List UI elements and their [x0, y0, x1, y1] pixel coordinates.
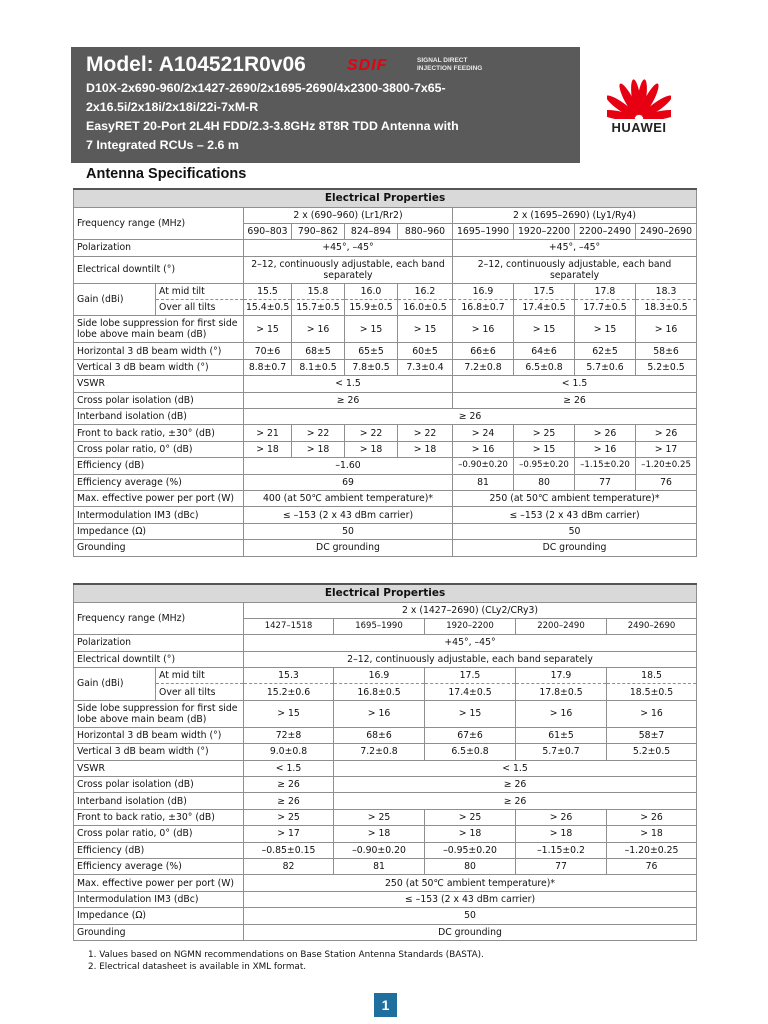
- row-label: Grounding: [74, 924, 244, 940]
- band-cell: 2200–2490: [575, 223, 636, 239]
- row-sublabel: At mid tilt: [156, 283, 244, 299]
- band-cell: 790–862: [292, 223, 345, 239]
- model-desc-line-2: 7 Integrated RCUs – 2.6 m: [86, 138, 239, 152]
- band-cell: 2490–2690: [636, 223, 697, 239]
- value-cell: > 15: [398, 316, 453, 343]
- value-cell: 50: [244, 908, 697, 924]
- value-cell: ≥ 26: [244, 409, 697, 425]
- value-cell: 5.2±0.5: [636, 359, 697, 375]
- value-cell: > 16: [607, 700, 697, 727]
- row-label: Vertical 3 dB beam width (°): [74, 744, 244, 760]
- value-cell: > 25: [244, 809, 334, 825]
- band-cell: 690–803: [244, 223, 292, 239]
- value-cell: 16.0: [345, 283, 398, 299]
- value-cell: 81: [453, 474, 514, 490]
- value-cell: 17.8: [575, 283, 636, 299]
- value-cell: 17.4±0.5: [425, 684, 516, 700]
- row-label: Electrical downtilt (°): [74, 651, 244, 667]
- value-cell: DC grounding: [244, 540, 453, 556]
- value-cell: 76: [636, 474, 697, 490]
- value-cell: 17.5: [514, 283, 575, 299]
- value-cell: ≥ 26: [244, 392, 453, 408]
- row-label: Max. effective power per port (W): [74, 875, 244, 891]
- value-cell: > 16: [453, 316, 514, 343]
- row-label: Electrical downtilt (°): [74, 256, 244, 283]
- sdif-tagline: SIGNAL DIRECT INJECTION FEEDING: [417, 57, 483, 72]
- value-cell: +45°, –45°: [244, 240, 453, 256]
- row-label: Front to back ratio, ±30° (dB): [74, 809, 244, 825]
- value-cell: < 1.5: [244, 376, 453, 392]
- value-cell: > 24: [453, 425, 514, 441]
- value-cell: > 18: [398, 441, 453, 457]
- value-cell: > 16: [334, 700, 425, 727]
- value-cell: > 15: [244, 316, 292, 343]
- value-cell: > 16: [575, 441, 636, 457]
- band-cell: 1920–2200: [425, 618, 516, 634]
- huawei-wordmark: HUAWEI: [611, 120, 667, 135]
- value-cell: 9.0±0.8: [244, 744, 334, 760]
- value-cell: DC grounding: [453, 540, 697, 556]
- row-label: Side lobe suppression for first side lobe above main beam (dB): [74, 316, 244, 343]
- value-cell: > 15: [514, 316, 575, 343]
- value-cell: ≤ –153 (2 x 43 dBm carrier): [244, 507, 453, 523]
- value-cell: 17.8±0.5: [516, 684, 607, 700]
- value-cell: 15.2±0.6: [244, 684, 334, 700]
- value-cell: 68±5: [292, 343, 345, 359]
- row-label: Frequency range (MHz): [74, 602, 244, 635]
- value-cell: > 15: [345, 316, 398, 343]
- value-cell: > 15: [575, 316, 636, 343]
- value-cell: > 18: [292, 441, 345, 457]
- row-label: Cross polar isolation (dB): [74, 777, 244, 793]
- band-cell: 1695–1990: [453, 223, 514, 239]
- value-cell: 7.8±0.5: [345, 359, 398, 375]
- value-cell: > 25: [425, 809, 516, 825]
- value-cell: 2–12, continuously adjustable, each band separately: [244, 256, 453, 283]
- value-cell: 15.4±0.5: [244, 300, 292, 316]
- model-code-line-2: 2x16.5i/2x18i/2x18i/22i-7xM-R: [86, 100, 259, 114]
- row-label: Vertical 3 dB beam width (°): [74, 359, 244, 375]
- row-label: Polarization: [74, 240, 244, 256]
- value-cell: 58±7: [607, 727, 697, 743]
- value-cell: 7.3±0.4: [398, 359, 453, 375]
- table-title: Electrical Properties: [74, 189, 697, 207]
- value-cell: 6.5±0.8: [514, 359, 575, 375]
- value-cell: 16.0±0.5: [398, 300, 453, 316]
- value-cell: > 26: [636, 425, 697, 441]
- value-cell: > 22: [345, 425, 398, 441]
- value-cell: –1.15±0.20: [575, 458, 636, 474]
- row-label: Efficiency (dB): [74, 458, 244, 474]
- row-label: Cross polar ratio, 0° (dB): [74, 826, 244, 842]
- row-label: Max. effective power per port (W): [74, 490, 244, 506]
- value-cell: 61±5: [516, 727, 607, 743]
- value-cell: > 15: [244, 700, 334, 727]
- value-cell: 15.7±0.5: [292, 300, 345, 316]
- band-group: 2 x (690–960) (Lr1/Rr2): [244, 207, 453, 223]
- value-cell: > 25: [514, 425, 575, 441]
- value-cell: > 15: [425, 700, 516, 727]
- value-cell: ≥ 26: [453, 392, 697, 408]
- value-cell: < 1.5: [453, 376, 697, 392]
- model-code-line-1: D10X-2x690-960/2x1427-2690/2x1695-2690/4x2300-3800-7x65-: [86, 81, 446, 95]
- row-label: Horizontal 3 dB beam width (°): [74, 343, 244, 359]
- row-label: Efficiency average (%): [74, 858, 244, 874]
- value-cell: ≥ 26: [244, 777, 334, 793]
- value-cell: 5.7±0.6: [575, 359, 636, 375]
- value-cell: > 15: [514, 441, 575, 457]
- value-cell: 65±5: [345, 343, 398, 359]
- row-label: Side lobe suppression for first side lobe above main beam (dB): [74, 700, 244, 727]
- band-cell: 1427–1518: [244, 618, 334, 634]
- value-cell: 80: [514, 474, 575, 490]
- footnotes: [88, 949, 484, 973]
- value-cell: > 21: [244, 425, 292, 441]
- value-cell: 5.2±0.5: [607, 744, 697, 760]
- value-cell: > 17: [636, 441, 697, 457]
- value-cell: 17.4±0.5: [514, 300, 575, 316]
- value-cell: 15.5: [244, 283, 292, 299]
- value-cell: > 18: [425, 826, 516, 842]
- value-cell: –1.20±0.25: [636, 458, 697, 474]
- value-cell: 15.9±0.5: [345, 300, 398, 316]
- value-cell: 18.3: [636, 283, 697, 299]
- row-label: Gain (dBi): [74, 668, 156, 701]
- value-cell: ≥ 26: [334, 777, 697, 793]
- value-cell: 2–12, continuously adjustable, each band separately: [453, 256, 697, 283]
- row-label: Cross polar isolation (dB): [74, 392, 244, 408]
- value-cell: 17.7±0.5: [575, 300, 636, 316]
- value-cell: > 18: [244, 441, 292, 457]
- row-label: Horizontal 3 dB beam width (°): [74, 727, 244, 743]
- value-cell: 250 (at 50℃ ambient temperature)*: [453, 490, 697, 506]
- value-cell: > 16: [636, 316, 697, 343]
- band-cell: 1920–2200: [514, 223, 575, 239]
- value-cell: > 18: [516, 826, 607, 842]
- section-title: Antenna Specifications: [86, 166, 247, 182]
- value-cell: 15.3: [244, 668, 334, 684]
- value-cell: 62±5: [575, 343, 636, 359]
- value-cell: 76: [607, 858, 697, 874]
- value-cell: 400 (at 50℃ ambient temperature)*: [244, 490, 453, 506]
- value-cell: 77: [575, 474, 636, 490]
- sdif-logo: SDIF: [347, 57, 388, 74]
- value-cell: 69: [244, 474, 453, 490]
- value-cell: 16.9: [334, 668, 425, 684]
- value-cell: 81: [334, 858, 425, 874]
- value-cell: > 16: [453, 441, 514, 457]
- row-label: Interband isolation (dB): [74, 409, 244, 425]
- value-cell: > 18: [345, 441, 398, 457]
- value-cell: 18.3±0.5: [636, 300, 697, 316]
- value-cell: 77: [516, 858, 607, 874]
- value-cell: ≤ –153 (2 x 43 dBm carrier): [453, 507, 697, 523]
- row-label: VSWR: [74, 760, 244, 776]
- value-cell: –0.95±0.20: [514, 458, 575, 474]
- value-cell: 250 (at 50℃ ambient temperature)*: [244, 875, 697, 891]
- footnote: 2. Electrical datasheet is available in XML format.: [88, 962, 307, 972]
- value-cell: 82: [244, 858, 334, 874]
- row-label: VSWR: [74, 376, 244, 392]
- value-cell: 64±6: [514, 343, 575, 359]
- value-cell: 67±6: [425, 727, 516, 743]
- band-cell: 2490–2690: [607, 618, 697, 634]
- value-cell: 16.9: [453, 283, 514, 299]
- value-cell: 7.2±0.8: [334, 744, 425, 760]
- value-cell: DC grounding: [244, 924, 697, 940]
- value-cell: ≥ 26: [244, 793, 334, 809]
- value-cell: 5.7±0.7: [516, 744, 607, 760]
- page-number: 1: [374, 993, 397, 1017]
- datasheet-header: [71, 47, 698, 163]
- value-cell: > 25: [334, 809, 425, 825]
- value-cell: –1.20±0.25: [607, 842, 697, 858]
- band-cell: 880–960: [398, 223, 453, 239]
- band-cell: 1695–1990: [334, 618, 425, 634]
- value-cell: > 18: [334, 826, 425, 842]
- row-sublabel: Over all tilts: [156, 684, 244, 700]
- value-cell: 80: [425, 858, 516, 874]
- value-cell: +45°, –45°: [453, 240, 697, 256]
- row-label: Efficiency (dB): [74, 842, 244, 858]
- row-label: Polarization: [74, 635, 244, 651]
- value-cell: 50: [453, 523, 697, 539]
- value-cell: 72±8: [244, 727, 334, 743]
- value-cell: > 17: [244, 826, 334, 842]
- model-desc-line-1: EasyRET 20-Port 2L4H FDD/2.3-3.8GHz 8T8R TDD Antenna with: [86, 119, 459, 133]
- value-cell: > 16: [516, 700, 607, 727]
- row-sublabel: At mid tilt: [156, 668, 244, 684]
- value-cell: 17.5: [425, 668, 516, 684]
- value-cell: > 26: [607, 809, 697, 825]
- value-cell: > 18: [607, 826, 697, 842]
- value-cell: 16.8±0.5: [334, 684, 425, 700]
- value-cell: 50: [244, 523, 453, 539]
- value-cell: > 16: [292, 316, 345, 343]
- value-cell: +45°, –45°: [244, 635, 697, 651]
- row-label: Impedance (Ω): [74, 908, 244, 924]
- band-group: 2 x (1695–2690) (Ly1/Ry4): [453, 207, 697, 223]
- value-cell: 60±5: [398, 343, 453, 359]
- value-cell: 66±6: [453, 343, 514, 359]
- value-cell: > 22: [292, 425, 345, 441]
- value-cell: 6.5±0.8: [425, 744, 516, 760]
- value-cell: 8.1±0.5: [292, 359, 345, 375]
- value-cell: –0.95±0.20: [425, 842, 516, 858]
- row-label: Impedance (Ω): [74, 523, 244, 539]
- value-cell: 18.5: [607, 668, 697, 684]
- value-cell: –0.85±0.15: [244, 842, 334, 858]
- value-cell: < 1.5: [334, 760, 697, 776]
- row-label: Interband isolation (dB): [74, 793, 244, 809]
- table-title: Electrical Properties: [74, 584, 697, 602]
- band-group: 2 x (1427–2690) (CLy2/CRy3): [244, 602, 697, 618]
- model-title: Model: A104521R0v06: [86, 53, 306, 76]
- value-cell: 58±6: [636, 343, 697, 359]
- value-cell: 15.8: [292, 283, 345, 299]
- value-cell: ≥ 26: [334, 793, 697, 809]
- value-cell: 68±6: [334, 727, 425, 743]
- value-cell: > 22: [398, 425, 453, 441]
- band-cell: 824–894: [345, 223, 398, 239]
- row-label: Cross polar ratio, 0° (dB): [74, 441, 244, 457]
- huawei-logo: [580, 47, 698, 163]
- row-label: Frequency range (MHz): [74, 207, 244, 240]
- row-sublabel: Over all tilts: [156, 300, 244, 316]
- value-cell: 70±6: [244, 343, 292, 359]
- row-label: Intermodulation IM3 (dBc): [74, 891, 244, 907]
- value-cell: 16.2: [398, 283, 453, 299]
- value-cell: –1.60: [244, 458, 453, 474]
- huawei-petals-icon: [607, 75, 671, 119]
- row-label: Grounding: [74, 540, 244, 556]
- electrical-properties-table-1: [73, 188, 697, 557]
- electrical-properties-table-2: [73, 583, 697, 941]
- value-cell: 17.9: [516, 668, 607, 684]
- value-cell: ≤ –153 (2 x 43 dBm carrier): [244, 891, 697, 907]
- row-label: Gain (dBi): [74, 283, 156, 316]
- value-cell: –0.90±0.20: [334, 842, 425, 858]
- band-cell: 2200–2490: [516, 618, 607, 634]
- value-cell: 2–12, continuously adjustable, each band separately: [244, 651, 697, 667]
- value-cell: –0.90±0.20: [453, 458, 514, 474]
- value-cell: 16.8±0.7: [453, 300, 514, 316]
- row-label: Front to back ratio, ±30° (dB): [74, 425, 244, 441]
- value-cell: 18.5±0.5: [607, 684, 697, 700]
- footnote: 1. Values based on NGMN recommendations on Base Station Antenna Standards (BASTA).: [88, 950, 484, 960]
- row-label: Efficiency average (%): [74, 474, 244, 490]
- value-cell: > 26: [575, 425, 636, 441]
- value-cell: < 1.5: [244, 760, 334, 776]
- value-cell: > 26: [516, 809, 607, 825]
- value-cell: –1.15±0.2: [516, 842, 607, 858]
- value-cell: 7.2±0.8: [453, 359, 514, 375]
- value-cell: 8.8±0.7: [244, 359, 292, 375]
- row-label: Intermodulation IM3 (dBc): [74, 507, 244, 523]
